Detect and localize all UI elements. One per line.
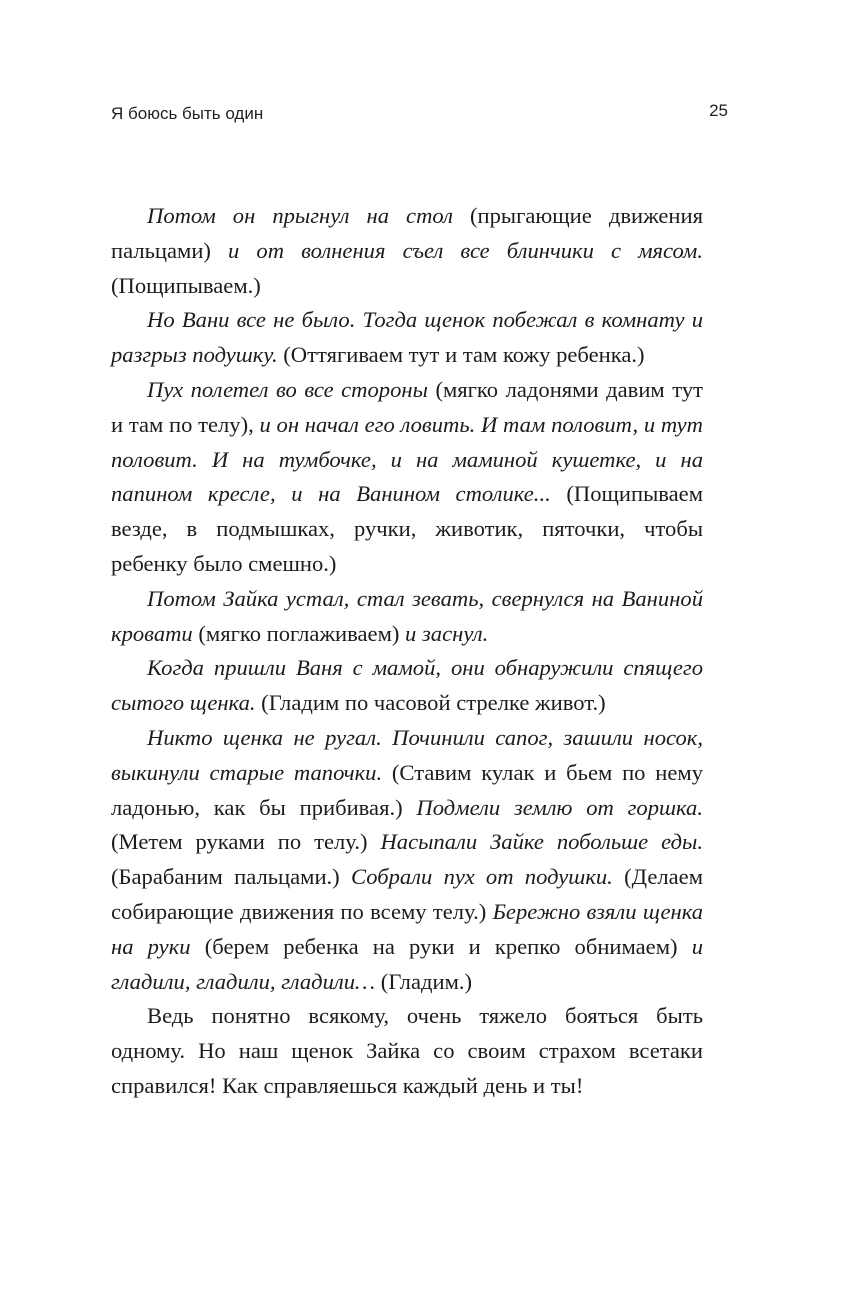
instruction-text: Ведь понятно всякому, очень тяжело бояться быть одному. Но наш щенок Зайка со своим страхом всетаки справился! Как справляешься каждый день и ты! — [111, 1003, 703, 1098]
paragraph — [111, 999, 703, 1103]
paragraph — [111, 199, 703, 303]
instruction-text: (Барабаним пальцами.) — [111, 864, 351, 890]
story-text: и заснул. — [405, 620, 489, 646]
story-text: Никто щенка не ругал. Починили сапог, зашили носок, выкинули старые тапочки. — [111, 724, 703, 785]
story-text: Но Вани все не было. Тогда щенок побежал в комнату и разгрыз подушку. — [111, 307, 703, 368]
instruction-text: (Оттягиваем тут и там кожу ребенка.) — [277, 342, 645, 368]
paragraph — [111, 721, 703, 999]
story-text: и гладили, гладили, гладили… — [111, 933, 703, 994]
instruction-text: (Гладим по часовой стрелке живот.) — [255, 690, 606, 716]
instruction-text: (Пощипываем везде, в подмышках, ручки, животик, пяточки, чтобы ребенку было смешно.) — [111, 481, 703, 576]
page-number: 25 — [709, 101, 728, 120]
instruction-text: (Ставим кулак и бьем по нему ладонью, как бы прибивая.) — [111, 759, 703, 820]
story-text: и он начал его ловить. И там половит, и тут половит. И на тумбочке, и на маминой кушетке, и на папином кресле, и на Ванином столике... — [111, 411, 704, 507]
paragraph — [111, 651, 703, 721]
story-text: Потом он прыгнул на стол — [147, 203, 453, 228]
story-text: Пух полетел во все стороны — [147, 376, 428, 402]
instruction-text: (Метем руками по телу.) — [111, 829, 381, 855]
story-text: и от волнения съел все блинчики с мясом. — [228, 237, 703, 263]
instruction-text: (мягко поглаживаем) — [192, 620, 406, 646]
instruction-text: (прыгающие движения пальцами) — [111, 203, 703, 263]
story-text: Бережно взяли щенка на руки — [111, 898, 704, 959]
story-text: Насыпали Зайке побольше еды. — [380, 829, 703, 855]
body-text — [111, 199, 703, 1104]
instruction-text: (Делаем собирающие движения по всему телу.) — [111, 864, 703, 924]
running-title: Я боюсь быть один — [111, 104, 264, 123]
story-text: Когда пришли Ваня с мамой, они обнаружили спящего сытого щенка. — [111, 655, 703, 716]
story-text: Собрали пух от подушки. — [350, 864, 613, 890]
paragraph — [111, 582, 703, 652]
instruction-text: (берем ребенка на руки и крепко обнимаем) — [190, 933, 692, 959]
paragraph — [111, 303, 703, 373]
instruction-text: (Гладим.) — [375, 968, 473, 994]
paragraph — [111, 373, 703, 582]
instruction-text: (мягко ладонями давим тут и там по телу), — [111, 376, 703, 437]
instruction-text: (Пощипываем.) — [111, 272, 261, 298]
story-text: Потом Зайка устал, стал зевать, свернулся на Ваниной кровати — [111, 585, 703, 646]
story-text: Подмели землю от горшка. — [416, 794, 703, 820]
